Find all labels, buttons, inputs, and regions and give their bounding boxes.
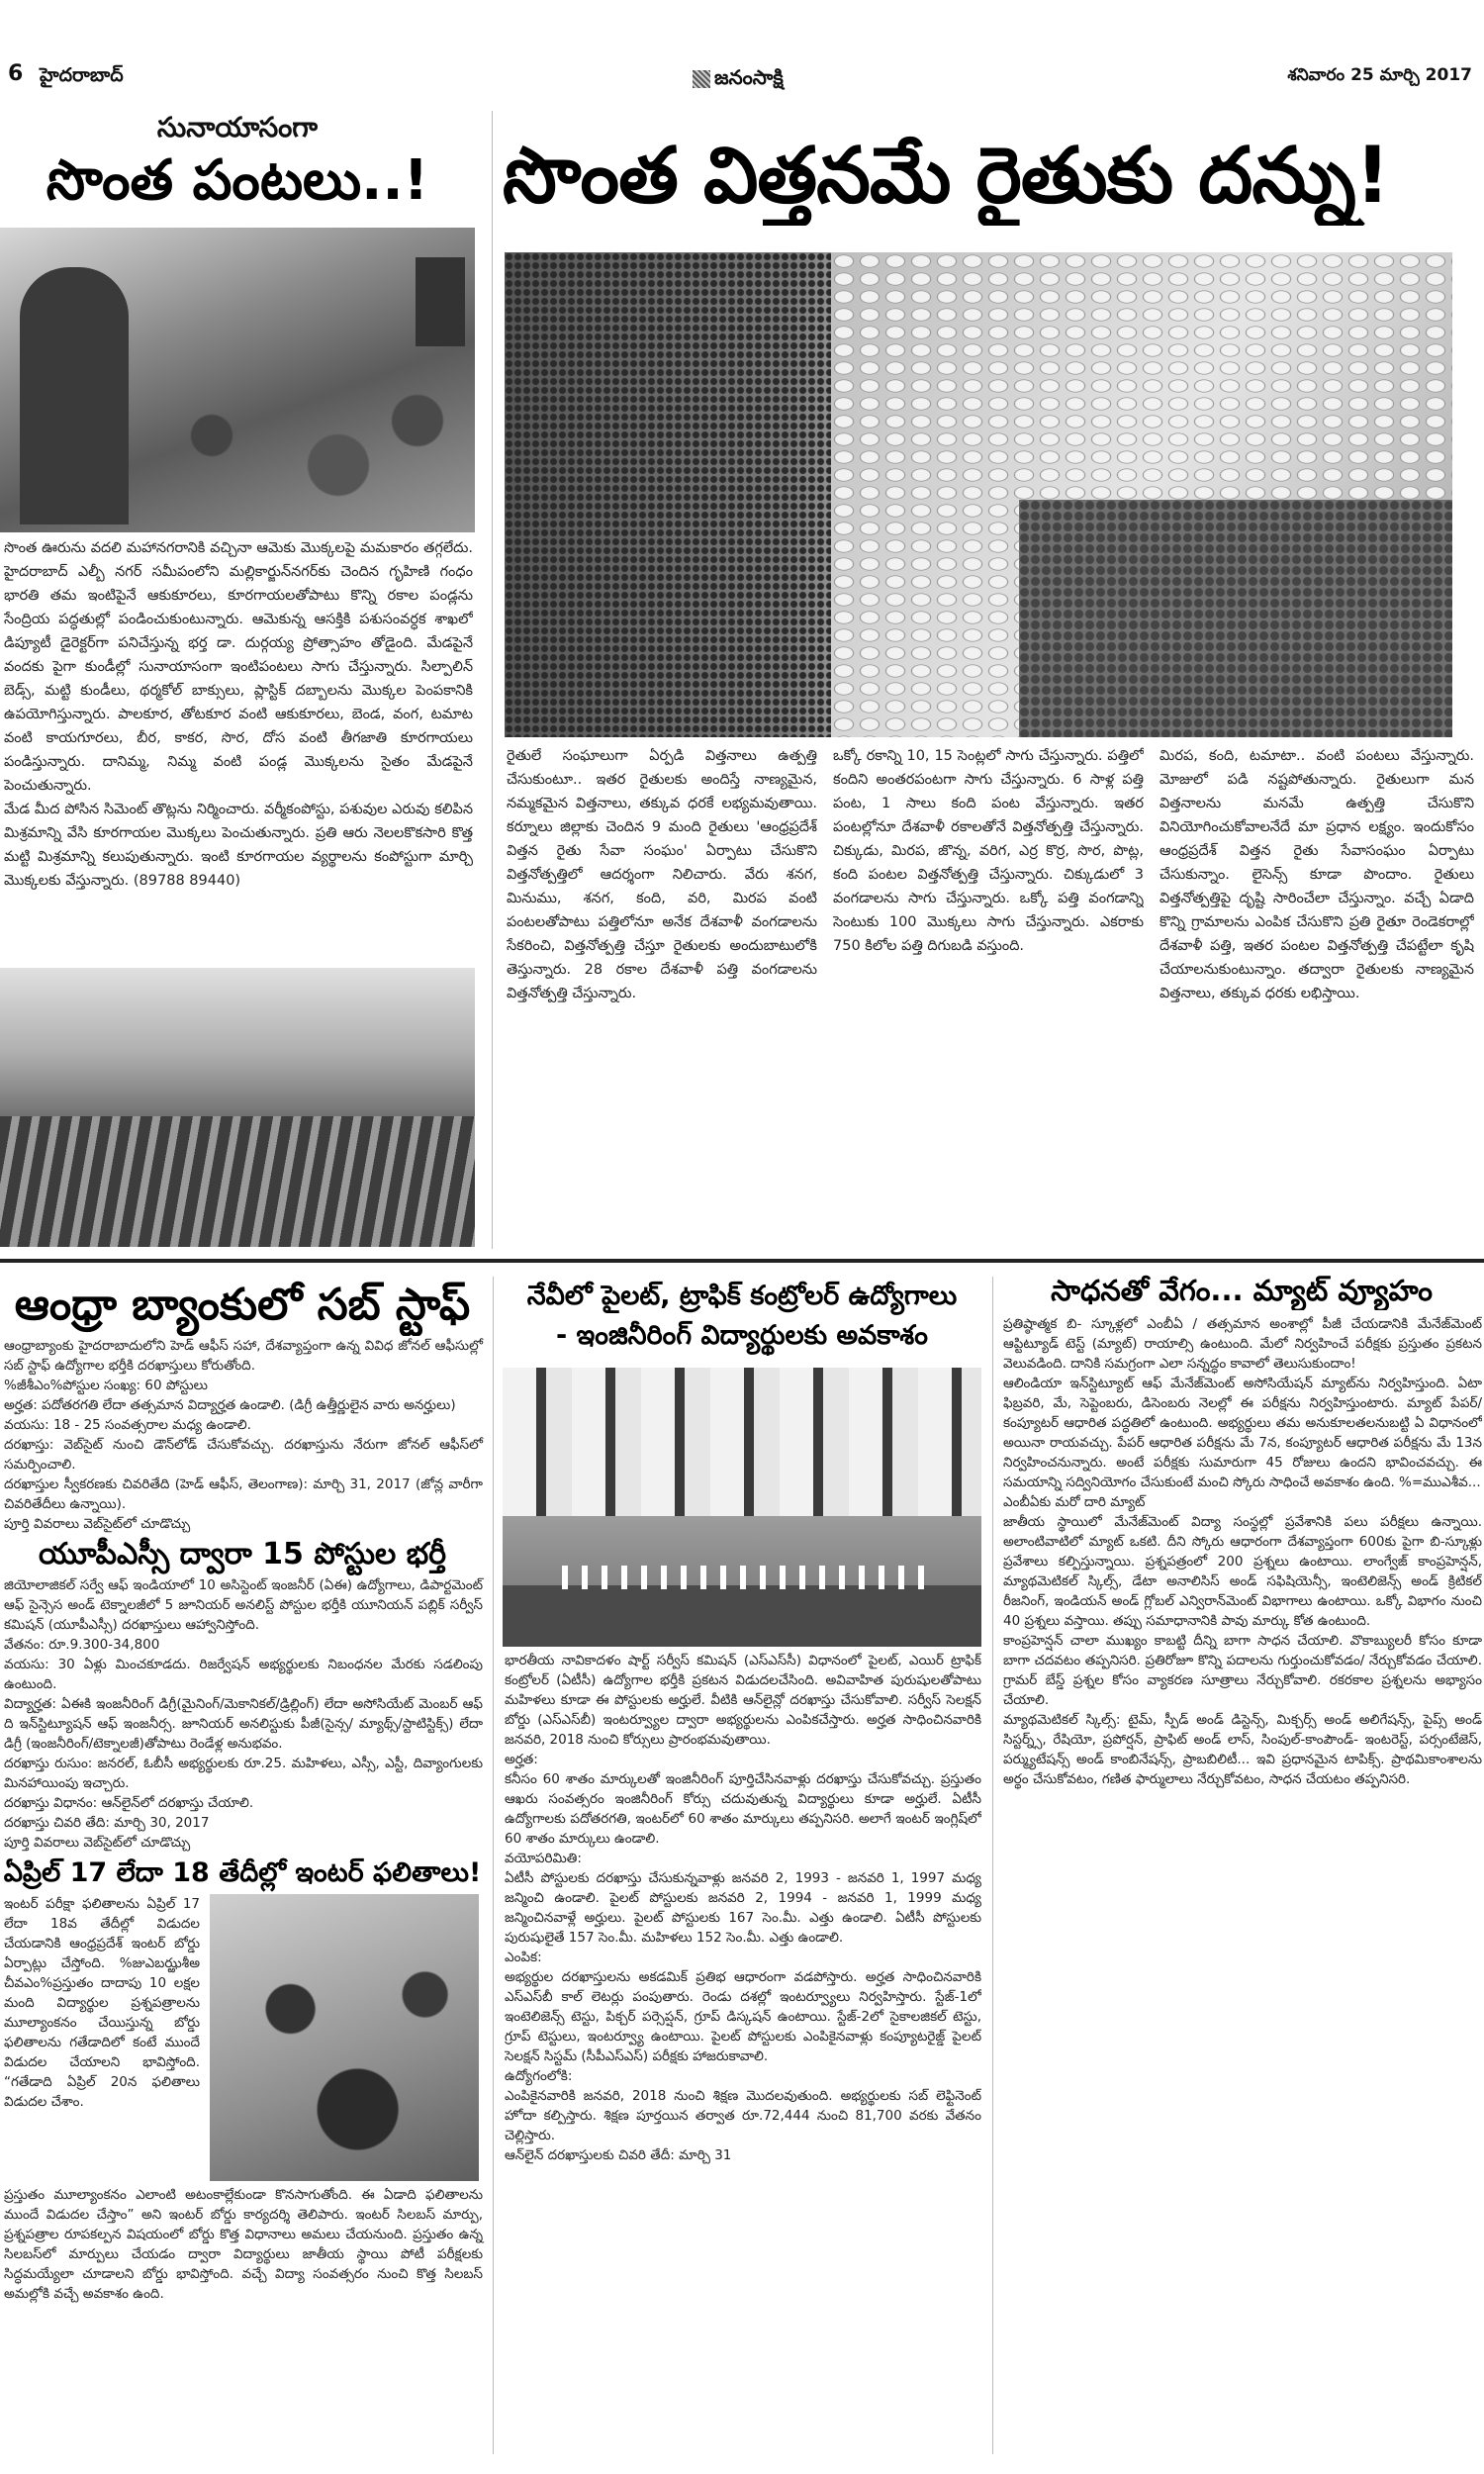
section-label: వయోపరిమితి: [505,1851,582,1866]
main-story-column-1: రైతులే సంఘాలుగా ఏర్పడి విత్తనాలు ఉత్పత్తి చేసుకుంటూ.. ఇతర రైతులకు అందిస్తే నాణ్యమైన, నమ్మకమైన విత్తనాలు, తక్కువ ధరకే లభ్యమవుతాయి. కర్నూలు జిల్లాకు చెందిన 9 మంది రైతులు 'ఆంధ్రప్రదేశ్ విత్తన రైతు సేవా సంఘం' ఏర్పాటు చేసుకొని విత్తనోత్పత్తిలో ఆదర్శంగా నిలిచారు. వేరు శనగ, మినుము, శనగ, కంది, వరి, మిరప వంటి పంటలతోపాటు పత్తిలోనూ అనేక దేశవాళీ వంగడాలను సేకరించి, విత్తనోత్పత్తి చేస్తూ రైతులకు అందుబాటులోకి తెస్తున్నారు. 28 రకాల దేశవాళీ పత్తి వంగడాలను విత్తనోత్పత్తి చేస్తున్నారు. [507,748,817,1001]
text-line: జియోలాజికల్ సర్వే ఆఫ్ ఇండియాలో 10 అసిస్టెంట్ ఇంజనీర్ (ఏఈ) ఉద్యోగాలు, డిపార్టమెంట్ ఆఫ్ సైన్సెస అండ్ టెక్నాలజీలో 5 జూనియర్ అనలిస్ట్ పోస్టుల భర్తీకి యూనియన్ పబ్లిక్ సర్వీస్ కమిషన్ (యూపీఎస్సీ) దరఖాస్తులు ఆహ్వానిస్తోంది. [4,1577,483,1633]
text-paragraph: జాతీయ స్థాయిలో మేనేజ్‌మెంట్ విద్యా సంస్థల్లో ప్రవేశానికి పలు పరీక్షలు ఉన్నాయి. అలాంటివాటిలో మ్యాట్ ఒకటి. దీని స్కోరు ఆధారంగా దేశవ్యాప్తంగా 600కు పైగా బి-స్కూళ్లు ప్రవేశాలు కల్పిస్తున్నాయి. ప్రశ్నపత్రంలో 200 ప్రశ్నలు ఉంటాయి. లాంగ్వేజ్ కాంప్రహెన్షన్, మ్యాథమెటికల్ స్కిల్స్, డేటా అనాలిసిస్ అండ్ సఫిషియెన్సీ, ఇంటెలిజెన్స్ అండ్ క్రిటికల్ రీజనింగ్, ఇండియన్ అండ్ గ్లోబల్ ఎన్విరాన్‌మెంట్ విభాగాలు ఉంటాయి. ఒక్కో విభాగం నుంచి 40 ప్రశ్నలు వస్తాయి. తప్పు సమాధానానికి పావు మార్కు కోత ఉంటుంది. [1003,1514,1482,1629]
upsc-body [0,1575,485,1853]
feature-body [4,536,473,962]
section-divider [0,1259,1484,1263]
text-paragraph: అభ్యర్థుల దరఖాస్తులను అకడమిక్ ప్రతిభ ఆధారంగా వడపోస్తారు. అర్హత సాధించినవారికి ఎస్ఎస్‌బీ కాల్ లెటర్లు పంపుతారు. రెండు దశల్లో ఇంటర్వ్యూలు నిర్వహిస్తారు. స్టేజ్-1లో ఇంటెలిజెన్స్ టెస్టు, పిక్చర్ పర్సెప్షన్, గ్రూప్ డిస్కషన్ ఉంటాయి. స్టేజ్-2లో సైకాలజికల్ టెస్టు, గ్రూప్ టెస్టులు, ఇంటర్వ్యూ ఉంటాయి. పైలట్ పోస్టులకు ఎంపికైనవాళ్లు కంప్యూటరైజ్డ్ పైలట్ సెలక్షన్ సిస్టమ్ (సీపీఎస్ఎస్) పరీక్షకు హాజరుకావాలి. [505,1969,981,2064]
terrace-garden-photo [0,228,475,532]
text-paragraph: ఆన్‌లైన్ దరఖాస్తులకు చివరి తేదీ: మార్చి 31 [505,2147,732,2163]
feature-paragraph: మేడ మీద పోసిన సిమెంట్ తొట్లను నిర్మించారు. వర్మీకంపోస్టు, పశువుల ఎరువు కలిపిన మిశ్రమాన్ని వేసి కూరగాయల మొక్కలు పెంచుతున్నారు. ప్రతి ఆరు నెలలకొకసారి కొత్త మట్టి మిశ్రమాన్ని కలుపుతున్నారు. ఇంటి కూరగాయల వ్యర్థాలను కంపోస్టుగా మార్చి మొక్కలకు వేస్తున్నారు. (89788 89440) [4,802,473,889]
text-line: వయసు: 30 ఏళ్లు మించకూడదు. రిజర్వేషన్ అభ్యర్థులకు నిబంధనల మేరకు సడలింపు ఉంటుంది. [4,1657,483,1692]
exam-hall-photo [210,1894,479,2181]
text-line: %జీశీఎం%పోస్టుల సంఖ్య: 60 పోస్టులు [4,1378,208,1393]
text-line: అర్హత: పదోతరగతి లేదా తత్సమాన విద్యార్హత ఉండాలి. (డిగ్రీ ఉత్తీర్ణులైన వారు అనర్హులు) [4,1397,456,1413]
text-line: దరఖాస్తు రుసుం: జనరల్, ఓబీసీ అభ్యర్థులకు రూ.25. మహిళలు, ఎస్సీ, ఎస్టీ, దివ్యాంగులకు మినహాయింపు ఇచ్చారు. [4,1756,483,1791]
main-story-column-2: ఒక్కో రకాన్ని 10, 15 సెంట్లలో సాగు చేస్తున్నారు. పత్తిలో కందిని అంతరపంటగా సాగు చేస్తున్నారు. 6 సాళ్ల పత్తి పంట, 1 సాలు కంది పంట వేస్తున్నారు. ఇతర పంటల్లోనూ దేశవాళీ రకాలతోనే విత్తనోత్పత్తి చేస్తున్నారు. చిక్కుడు, మిరప, జొన్న, వరిగ, ఎర్ర కొర్ర, సొర, పొట్ల, కంది పంటల విత్తనోత్పత్తి చేస్తున్నారు. చిక్కుడులో 3 వంగడాలను సాగు చేస్తున్నారు. ఒక్కో పత్తి వంగడాన్ని సెంటుకు 100 మొక్కలు సాగు చేస్తున్నారు. ఎకరాకు 750 కిలోల పత్తి దిగుబడి వస్తుంది. [833,748,1144,954]
text-paragraph: ఆలిండియా ఇన్‌స్టిట్యూట్ ఆఫ్ మేనేజ్‌మెంట్ అసోసియేషన్ మ్యాట్‌ను నిర్వహిస్తుంది. ఏటా ఫిబ్రవరి, మే, సెప్టెంబరు, డిసెంబరు నెలల్లో ఈ పరీక్షను నిర్వహిస్తుంటారు. మ్యాట్ పేపర్/ కంప్యూటర్ ఆధారిత పద్ధతిలో ఉంటుంది. అభ్యర్థులు తమ అనుకూలతలనుబట్టి ఏ విధానంలో అయినా రాయవచ్చు. పేపర్ ఆధారిత పరీక్షను మే 7న, కంప్యూటర్ ఆధారిత పరీక్షను మే 13న నిర్వహించనున్నారు. అంటే పరీక్షకు సుమారుగా 45 రోజులు ఉందని భావించవచ్చు. ఈ సమయాన్ని సద్వినియోగం చేసుకుంటే మంచి స్కోరు సాధించే అవకాశం ఉంది. %=ముఎశీవ... [1003,1376,1482,1490]
navy-headline-line1: నేవీలో పైలట్, ట్రాఫిక్ కంట్రోలర్ ఉద్యోగాలు [526,1281,958,1311]
text-paragraph: ఎంపికైనవారికి జనవరి, 2018 నుంచి శిక్షణ మొదలవుతుంది. అభ్యర్థులకు సబ్ లెఫ్టినెంట్ హోదా కల్పిస్తారు. శిక్షణ పూర్తయిన తర్వాత రూ.72,444 నుంచి 81,700 వరకు వేతనం చెల్లిస్తారు. [505,2088,981,2143]
navy-body [505,1651,981,2454]
mat-body [1003,1314,1482,2403]
text-line: వయసు: 18 - 25 సంవత్సరాల మధ్య ఉండాలి. [4,1417,251,1433]
feature-headline: సొంత పంటలు..! [46,148,429,213]
text-line: వేతనం: రూ.9.300-34,800 [4,1637,160,1653]
page-date: శనివారం 25 మార్చి 2017 [1287,65,1472,85]
masthead-logo-icon [693,70,710,88]
andhra-bank-headline: ఆంధ్రా బ్యాంకులో సబ్ స్టాఫ్ [14,1280,471,1330]
text-line: విద్యార్హత: ఏఈకి ఇంజనీరింగ్ డిగ్రీ(మైనింగ్/మెకానికల్/డ్రిల్లింగ్) లేదా అసోసియేట్ మెంబర్ ఆఫ్ ది ఇన్‌స్టిట్యూషన్ ఆఫ్ ఇంజనీర్స. జూనియర్ అనలిస్టుకు పీజీ(సైన్స/ మ్యాథ్స్/స్టాటిస్టిక్స్) లేదా డిగ్రీ (ఇంజనీరింగ్/టెక్నాలజీ)తోపాటు రెండేళ్ల అనుభవం. [4,1696,483,1752]
section-label: ఉద్యోగంలోకి: [505,2068,573,2084]
main-headline: సొంత విత్తనమే రైతుకు దన్ను! [503,132,1390,221]
column-divider [492,111,493,1249]
mat-headline: సాధనతో వేగం... మ్యాట్ వ్యూహం [1051,1274,1433,1307]
text-paragraph: కనీసం 60 శాతం మార్కులతో ఇంజినీరింగ్ పూర్తిచేసినవాళ్లు దరఖాస్తు చేసుకోవచ్చు. ప్రస్తుతం ఆఖరు సంవత్సరం ఇంజినీరింగ్ కోర్సు చదువుతున్న విద్యార్థులు కూడా అర్హులే. ఏటీసీ ఉద్యోగాలకు పదోతరగతి, ఇంటర్‌లో 60 శాతం మార్కులు తప్పనిసరి. అలాగే ఇంటర్ ఇంగ్లిష్‌లో 60 శాతం మార్కులు ఉండాలి. [505,1771,981,1847]
text-line: దరఖాస్తు చివరి తేది: మార్చి 30, 2017 [4,1815,210,1831]
feature-kicker: సునాయాసంగా [156,111,319,143]
inter-results-row [0,1894,485,2181]
text-line: దరఖాస్తు: వెబ్‌సైట్ నుంచి డౌన్‌లోడ్ చేసుకోవచ్చు. దరఖాస్తును నేరుగా జోనల్ ఆఫీస్‌లో సమర్పించాలి. [4,1437,483,1473]
inter-results-body: ప్రస్తుతం మూల్యాంకనం ఎలాంటి అటంకాల్లేకుండా కొనసాగుతోంది. ఈ ఏడాది ఫలితాలను ముందే విడుదల చేస్తాం” అని ఇంటర్ బోర్డు కార్యదర్శి తెలిపారు. ఇంటర్ సిలబస్ మార్పు, ప్రశ్నపత్రాల రూపకల్పన విషయంలో బోర్డు కొత్త విధానాలు అమలు చేయనుంది. ప్రస్తుతం ఉన్న సిలబస్‌లో మార్పులు చేయడం ద్వారా విద్యార్థులు జాతీయ స్థాయి పోటీ పరీక్షలకు సిద్ధమయ్యేలా చూడాలని బోర్డు భావిస్తోంది. వచ్చే విద్యా సంవత్సరం నుంచి కొత్త సిలబస్ అమల్లోకి వచ్చే అవకాశం ఉంది. [4,2187,483,2302]
text-paragraph: భారతీయ నావికాదళం షార్ట్ సర్వీస్ కమిషన్ (ఎస్ఎస్‌సీ) విధానంలో పైలట్, ఎయిర్ ట్రాఫిక్ కంట్రోలర్ (ఏటీసీ) ఉద్యోగాల భర్తీకి ప్రకటన విడుదలచేసింది. అవివాహిత పురుషులతోపాటు మహిళలు కూడా ఈ పోస్టులకు అర్హులే. వీటికి ఆన్‌లైన్లో దరఖాస్తు చేసుకోవాలి. సర్వీస్ సెలక్షన్ బోర్డు (ఎస్ఎస్‌బీ) ఇంటర్వ్యూల ద్వారా అభ్యర్థులను ఎంపికచేస్తారు. అర్హత సాధించినవారికి జనవరి, 2018 నుంచి కోర్సులు ప్రారంభమవుతాయి. [505,1653,981,1748]
text-paragraph: ఏటీసీ పోస్టులకు దరఖాస్తు చేసుకున్నవాళ్లు జనవరి 2, 1993 - జనవరి 1, 1997 మధ్య జన్మించి ఉండాలి. పైలట్ పోస్టులకు జనవరి 2, 1994 - జనవరి 1, 1999 మధ్య జన్మించినవాళ్లే అర్హులు. పైలట్ పోస్టులకు 167 సెం.మీ. ఎత్తు ఉండాలి. ఏటీసీ పోస్టులకు పురుషులైతే 157 సెం.మీ. మహిళలు 152 సెం.మీ. ఎత్తు ఉండాలి. [505,1870,981,1946]
rooftop-beds-photo [0,968,475,1247]
text-line: పూర్తి వివరాలు వెబ్‌సైట్‌లో చూడొచ్చు [4,1835,191,1851]
text-paragraph: ప్రతిష్ఠాత్మక బి- స్కూళ్లలో ఎంబీఏ / తత్సమాన అంశాల్లో పీజీ చేయడానికి మేనేజ్‌మెంట్ ఆప్టిట్యూడ్ టెస్ట్ (మ్యాట్) రాయాల్సి ఉంటుంది. మేలో నిర్వహించే పరీక్షకు ప్రస్తుతం ప్రకటన వెలువడింది. దానికి సమగ్రంగా ఎలా సన్నద్ధం కావాలో తెలుసుకుందాం! [1003,1316,1482,1372]
seeds-photo [505,252,1452,737]
feature-paragraph: సొంత ఊరును వదలి మహానగరానికి వచ్చినా ఆమెకు మొక్కలపై మమకారం తగ్గలేదు. హైదరాబాద్ ఎల్బీ నగర్ సమీపంలోని మల్లికార్జున్‌నగర్‌కు చెందిన గృహిణి గంధం భారతి తమ ఇంటిపైనే ఆకుకూరలు, కూరగాయలతోపాటు కొన్ని రకాల పండ్లను సేంద్రియ పద్ధతుల్లో పండించుకుంటున్నారు. ఆమెకున్న ఆసక్తికి పశుసంవర్ధక శాఖలో డిప్యూటీ డైరెక్టర్‌గా పనిచేస్తున్న భర్త డా. దుర్గయ్య ప్రోత్సాహం తోడైంది. మేడపైనే వందకు పైగా కుండీల్లో సునాయాసంగా ఇంటిపంటలు సాగు చేస్తున్నారు. సిల్పాలిన్ బెడ్స్, మట్టి కుండీలు, థర్మకోల్ బాక్సులు, ప్లాస్టిక్ దబ్బాలను మొక్కల పెంపకానికి ఉపయోగిస్తున్నారు. పాలకూర, తోటకూర వంటి ఆకుకూరలు, బెండ, వంగ, టమాట వంటి కాయగూరలు, బీర, కాకర, సొర, దోస వంటి తీగజాతి కూరగాయలు పండిస్తున్నారు. దానిమ్మ, నిమ్మ వంటి పండ్ల మొక్కలను సైతం మేడపైనే పెంచుతున్నారు. [4,540,473,794]
navy-headline-line2: - ఇంజినీరింగ్ విద్యార్థులకు అవకాశం [556,1320,928,1351]
edition-label: హైదరాబాద్ [40,64,124,86]
text-line: దరఖాస్తుల స్వీకరణకు చివరితేది (హెడ్ ఆఫీస్, తెలంగాణ): మార్చి 31, 2017 (జోన్ల వారీగా చివరితేదీలు ఉన్నాయి). [4,1476,483,1512]
section-label: ఎంపిక: [505,1950,542,1965]
text-line: ఆంధ్రాబ్యాంకు హైదరాబాదులోని హెడ్ ఆఫీస్ సహా, దేశవ్యాప్తంగా ఉన్న వివిధ జోనల్ ఆఫీసుల్లో సబ్ స్టాఫ్ ఉద్యోగాల భర్తీకి దరఖాస్తులు కోరుతోంది. [4,1338,483,1374]
upsc-headline: యూపీఎస్సీ ద్వారా 15 పోస్టుల భర్తీ [38,1537,447,1571]
navy-officers-photo [503,1368,981,1647]
text-paragraph: కాంప్రహెన్షన్ చాలా ముఖ్యం కాబట్టి దీన్ని బాగా సాధన చేయాలి. వొకాబ్యులరీ కోసం కూడా బాగా చదవటం తప్పనిసరి. ప్రతిరోజూ కొన్ని పదాలను గుర్తుంచుకోవడం/ నేర్చుకోవడం చేయాలి. గ్రామర్ బేస్డ్ ప్రశ్నల కోసం వ్యాకరణ సూత్రాలు నేర్చుకోవాలి. రకరకాల ప్రశ్నలను అభ్యాసం చేయాలి. [1003,1633,1482,1708]
column-divider [493,1277,494,2454]
main-story-column-3: మిరప, కంది, టమాటా.. వంటి పంటలు వేస్తున్నారు. మోజులో పడి నష్టపోతున్నారు. రైతులుగా మన విత్తనాలను మనమే ఉత్పత్తి చేసుకొని వినియోగించుకోవాలనేదే మా ప్రధాన లక్ష్యం. ఇందుకోసం ఆంధ్రప్రదేశ్ విత్తన రైతు సేవాసంఘం ఏర్పాటు చేసుకున్నాం. లైసెన్స్ కూడా పొందాం. రైతులు విత్తనోత్పత్తిపై దృష్టి సారించేలా చేస్తున్నాం. వచ్చే ఏడాది కొన్ని గ్రామాలను ఎంపిక చేసుకొని ప్రతి రైతూ రెండెకరాల్లో దేశవాళీ పత్తి, ఇతర పంటల విత్తనోత్పత్తి చేపట్టేలా కృషి చేయాలనుకుంటున్నాం. తద్వారా రైతులకు నాణ్యమైన విత్తనాలు, తక్కువ ధరకు లభిస్తాయి. [1159,748,1474,1001]
left-bottom-column [0,1275,485,2462]
text-line: పూర్తి వివరాలు వెబ్‌సైట్‌లో చూడొచ్చు [4,1516,191,1532]
masthead-title: జనంసాక్షి [714,64,784,89]
page-number: 6 [8,61,24,86]
andhra-bank-body [0,1336,485,1534]
text-paragraph: మ్యాథమెటికల్ స్కిల్స్: టైమ్, స్పీడ్ అండ్ డిస్టెన్స్, మిక్చర్స్ అండ్ అలిగేషన్స్, పైప్స్ అండ్ సిస్టర్న్స్, రేషియో, ప్రపోర్షన్, ప్రాఫిట్ అండ్ లాస్, సింపుల్-కాంపౌండ్- ఇంటరెస్ట్, పర్సంటేజెస్, పర్మ్యుటేషన్స్ అండ్ కాంబినేషన్స్, ప్రాబబిలిటీ... ఇవి ప్రధానమైన టాపిక్స్. ప్రాథమికాంశాలను అర్థం చేసుకోవటం, గణిత ఫార్ములాలు నేర్చుకోవటం, సాధన చేయటం తప్పనిసరి. [1003,1712,1482,1787]
section-label: అర్హత: [505,1752,538,1767]
text-line: దరఖాస్తు విధానం: ఆన్‌లైన్‌లో దరఖాస్తు చేయాలి. [4,1795,254,1811]
section-label: ఎంబీఏకు మరో దారి మ్యాట్ [1003,1494,1146,1510]
inter-results-headline: ఏప్రిల్ 17 లేదా 18 తేదీల్లో ఇంటర్ ఫలితాలు! [3,1857,482,1888]
column-divider [992,1277,993,2454]
inter-results-side-text: ఇంటర్ పరీక్షా ఫలితాలను ఏప్రిల్ 17 లేదా 18వ తేదీల్లో విడుదల చేయడానికి ఆంధ్రప్రదేశ్ ఇంటర్ బోర్డు ఏర్పాట్లు చేస్తోంది. %జుఎబఝ్ఱశీఅ చీవఎం%ప్రస్తుతం దాదాపు 10 లక్షల మంది విద్యార్థుల ప్రశ్నపత్రాలను మూల్యాంకనం చేయిస్తున్న బోర్డు ఫలితాలను గతేడాదిలో కంటే ముందే విడుదల చేయాలని భావిస్తోంది. “గతేడాది ఏప్రిల్ 20న ఫలితాలు విడుదల చేశాం. [4,1896,200,2110]
masthead [693,61,784,97]
